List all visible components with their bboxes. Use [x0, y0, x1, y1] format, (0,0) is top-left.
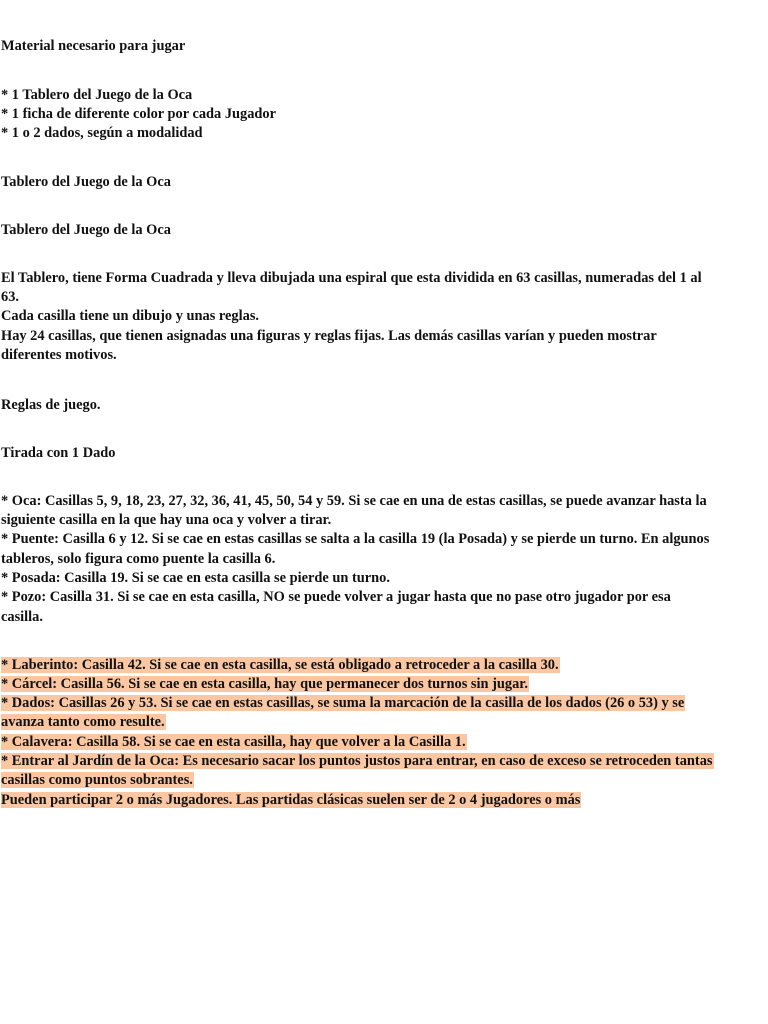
highlighted-rule-line: [1, 656, 560, 675]
highlighted-text: * Dados: Casillas 26 y 53. Si se cae en estas casillas, se suma la marcación de la casilla de los dados (26 o 53) y se: [1, 695, 685, 711]
rule-line: [1, 511, 331, 530]
highlighted-rule-line: [1, 733, 467, 752]
list-item: [1, 124, 203, 143]
text-line: tableros, solo figura como puente la casilla 6.: [1, 551, 276, 567]
highlighted-text: * Laberinto: Casilla 42. Si se cae en esta casilla, se está obligado a retroceder a la casilla 30.: [1, 657, 559, 673]
highlighted-rule-line: [1, 675, 529, 694]
text-line: * 1 o 2 dados, según a modalidad: [1, 125, 203, 141]
paragraph-line: [1, 288, 19, 307]
text-line: * Puente: Casilla 6 y 12. Si se cae en estas casillas se salta a la casilla 19 (la Posada) y se pierde un turno. En algunos: [1, 531, 710, 547]
text-line: El Tablero, tiene Forma Cuadrada y lleva dibujada una espiral que esta dividida en 63 casillas, numeradas del 1 al: [1, 270, 702, 286]
rule-line: [1, 550, 275, 569]
highlighted-text: avanza tanto como resulte.: [1, 714, 165, 730]
text-line: diferentes motivos.: [1, 347, 117, 363]
text-line: Cada casilla tiene un dibujo y unas reglas.: [1, 308, 260, 324]
text-line: 63.: [1, 289, 19, 305]
heading-reglas: [1, 396, 101, 415]
highlighted-rule-line: [1, 791, 581, 810]
highlighted-text: Pueden participar 2 o más Jugadores. Las partidas clásicas suelen ser de 2 o 4 jugadores o más: [1, 792, 581, 808]
paragraph-line: [1, 307, 259, 326]
list-item: [1, 86, 192, 105]
text-line: Tablero del Juego de la Oca: [1, 222, 171, 238]
rule-line: [1, 569, 390, 588]
text-line: Material necesario para jugar: [1, 38, 186, 54]
text-line: * Pozo: Casilla 31. Si se cae en esta casilla, NO se puede volver a jugar hasta que no pase otro jugador por esa: [1, 589, 671, 605]
text-line: * 1 Tablero del Juego de la Oca: [1, 87, 193, 103]
text-line: Tablero del Juego de la Oca: [1, 174, 171, 190]
rule-line: [1, 608, 43, 627]
rule-line: [1, 588, 671, 607]
heading-tablero: [1, 221, 171, 240]
paragraph-line: [1, 327, 657, 346]
text-line: casilla.: [1, 609, 43, 625]
text-line: * Posada: Casilla 19. Si se cae en esta casilla se pierde un turno.: [1, 570, 390, 586]
rule-line: [1, 492, 707, 511]
text-line: Reglas de juego.: [1, 397, 101, 413]
text-line: Hay 24 casillas, que tienen asignadas una figuras y reglas fijas. Las demás casillas varían y pueden mostrar: [1, 328, 657, 344]
highlighted-text: * Cárcel: Casilla 56. Si se cae en esta casilla, hay que permanecer dos turnos sin jugar.: [1, 676, 528, 692]
paragraph-line: [1, 269, 702, 288]
text-line: Tirada con 1 Dado: [1, 445, 116, 461]
highlighted-rule-line: [1, 713, 166, 732]
highlighted-rule-line: [1, 771, 194, 790]
highlighted-rule-line: [1, 752, 714, 771]
paragraph-line: [1, 346, 117, 365]
list-item: [1, 105, 276, 124]
text-line: * Oca: Casillas 5, 9, 18, 23, 27, 32, 36, 41, 45, 50, 54 y 59. Si se cae en una de estas casillas, se puede avanzar hasta la: [1, 493, 707, 509]
heading-tirada: [1, 444, 115, 463]
highlighted-rule-line: [1, 694, 685, 713]
rule-line: [1, 530, 709, 549]
heading-tablero: [1, 173, 171, 192]
highlighted-text: casillas como puntos sobrantes.: [1, 772, 193, 788]
text-line: * 1 ficha de diferente color por cada Jugador: [1, 106, 277, 122]
highlighted-text: * Entrar al Jardín de la Oca: Es necesario sacar los puntos justos para entrar, en caso de exceso se retroceden tantas: [1, 753, 713, 769]
heading-material: [1, 37, 185, 56]
text-line: siguiente casilla en la que hay una oca y volver a tirar.: [1, 512, 332, 528]
highlighted-text: * Calavera: Casilla 58. Si se cae en esta casilla, hay que volver a la Casilla 1.: [1, 734, 466, 750]
